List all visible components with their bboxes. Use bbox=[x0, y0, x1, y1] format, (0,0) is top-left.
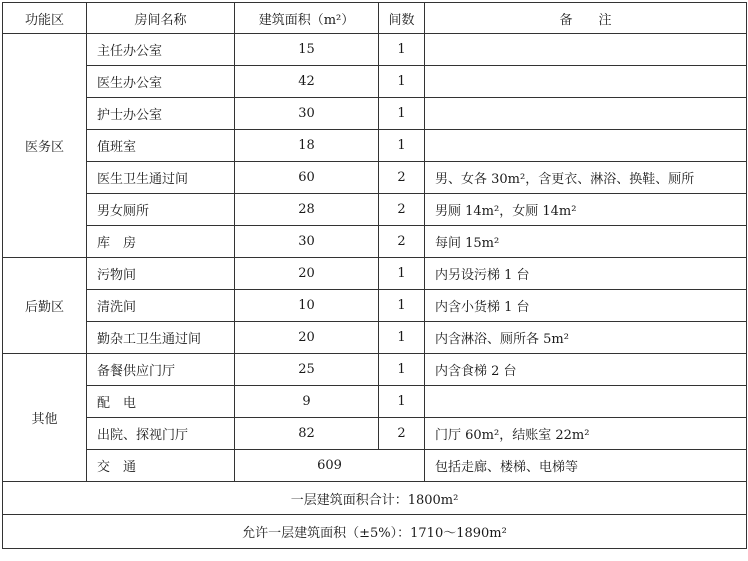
room-name-cell: 交 通 bbox=[87, 450, 235, 482]
room-name-cell: 男女厕所 bbox=[87, 194, 235, 226]
count-cell: 1 bbox=[379, 322, 425, 354]
table-row bbox=[3, 130, 747, 162]
total-area-text: 一层建筑面积合计：1800m² bbox=[3, 482, 747, 515]
note-cell: 男、女各 30m²，含更衣、淋浴、换鞋、厕所 bbox=[425, 162, 747, 194]
table-row bbox=[3, 226, 747, 258]
count-cell: 1 bbox=[379, 34, 425, 66]
table-row bbox=[3, 322, 747, 354]
count-cell: 1 bbox=[379, 386, 425, 418]
area-cell: 18 bbox=[235, 130, 379, 162]
area-cell: 60 bbox=[235, 162, 379, 194]
room-name-cell: 值班室 bbox=[87, 130, 235, 162]
note-cell: 每间 15m² bbox=[425, 226, 747, 258]
count-cell: 2 bbox=[379, 418, 425, 450]
table-row bbox=[3, 386, 747, 418]
header-row bbox=[3, 3, 747, 34]
note-cell bbox=[425, 34, 747, 66]
note-cell: 门厅 60m²，结账室 22m² bbox=[425, 418, 747, 450]
area-cell: 20 bbox=[235, 322, 379, 354]
room-name-cell: 清洗间 bbox=[87, 290, 235, 322]
room-name-cell: 护士办公室 bbox=[87, 98, 235, 130]
allowed-area-text: 允许一层建筑面积（±5%）：1710～1890m² bbox=[3, 515, 747, 549]
header-area: 建筑面积（m²） bbox=[235, 3, 379, 34]
room-name-cell: 库 房 bbox=[87, 226, 235, 258]
count-cell: 1 bbox=[379, 354, 425, 386]
allowed-row bbox=[3, 515, 747, 549]
count-cell: 2 bbox=[379, 162, 425, 194]
count-cell: 2 bbox=[379, 226, 425, 258]
table-row bbox=[3, 290, 747, 322]
note-cell bbox=[425, 130, 747, 162]
area-cell: 20 bbox=[235, 258, 379, 290]
room-name-cell: 出院、探视门厅 bbox=[87, 418, 235, 450]
table-row bbox=[3, 354, 747, 386]
area-cell: 82 bbox=[235, 418, 379, 450]
header-zone: 功能区 bbox=[3, 3, 87, 34]
count-cell: 1 bbox=[379, 98, 425, 130]
zone-cell: 后勤区 bbox=[3, 258, 87, 354]
header-notes: 备 注 bbox=[425, 3, 747, 34]
room-name-cell: 医生卫生通过间 bbox=[87, 162, 235, 194]
room-name-cell: 污物间 bbox=[87, 258, 235, 290]
area-cell: 30 bbox=[235, 98, 379, 130]
room-name-cell: 配 电 bbox=[87, 386, 235, 418]
note-cell: 内另设污梯 1 台 bbox=[425, 258, 747, 290]
table-row bbox=[3, 194, 747, 226]
total-row bbox=[3, 482, 747, 515]
note-cell: 男厕 14m²，女厕 14m² bbox=[425, 194, 747, 226]
area-cell: 609 bbox=[235, 450, 425, 482]
note-cell bbox=[425, 386, 747, 418]
table-row bbox=[3, 162, 747, 194]
table-row bbox=[3, 34, 747, 66]
note-cell: 包括走廊、楼梯、电梯等 bbox=[425, 450, 747, 482]
room-name-cell: 医生办公室 bbox=[87, 66, 235, 98]
area-schedule-table bbox=[2, 2, 747, 549]
area-cell: 15 bbox=[235, 34, 379, 66]
note-cell: 内含小货梯 1 台 bbox=[425, 290, 747, 322]
room-name-cell: 备餐供应门厅 bbox=[87, 354, 235, 386]
header-room: 房间名称 bbox=[87, 3, 235, 34]
table-row bbox=[3, 418, 747, 450]
table-row bbox=[3, 98, 747, 130]
zone-cell: 其他 bbox=[3, 354, 87, 482]
area-cell: 30 bbox=[235, 226, 379, 258]
note-cell: 内含淋浴、厕所各 5m² bbox=[425, 322, 747, 354]
note-cell: 内含食梯 2 台 bbox=[425, 354, 747, 386]
count-cell: 1 bbox=[379, 290, 425, 322]
count-cell: 1 bbox=[379, 258, 425, 290]
room-name-cell: 主任办公室 bbox=[87, 34, 235, 66]
room-name-cell: 勤杂工卫生通过间 bbox=[87, 322, 235, 354]
note-cell bbox=[425, 66, 747, 98]
table-row bbox=[3, 66, 747, 98]
count-cell: 1 bbox=[379, 66, 425, 98]
count-cell: 2 bbox=[379, 194, 425, 226]
table-body bbox=[3, 3, 747, 549]
area-cell: 28 bbox=[235, 194, 379, 226]
note-cell bbox=[425, 98, 747, 130]
area-cell: 42 bbox=[235, 66, 379, 98]
table-row bbox=[3, 450, 747, 482]
table-row bbox=[3, 258, 747, 290]
header-count: 间数 bbox=[379, 3, 425, 34]
count-cell: 1 bbox=[379, 130, 425, 162]
zone-cell: 医务区 bbox=[3, 34, 87, 258]
area-cell: 9 bbox=[235, 386, 379, 418]
area-cell: 10 bbox=[235, 290, 379, 322]
area-cell: 25 bbox=[235, 354, 379, 386]
